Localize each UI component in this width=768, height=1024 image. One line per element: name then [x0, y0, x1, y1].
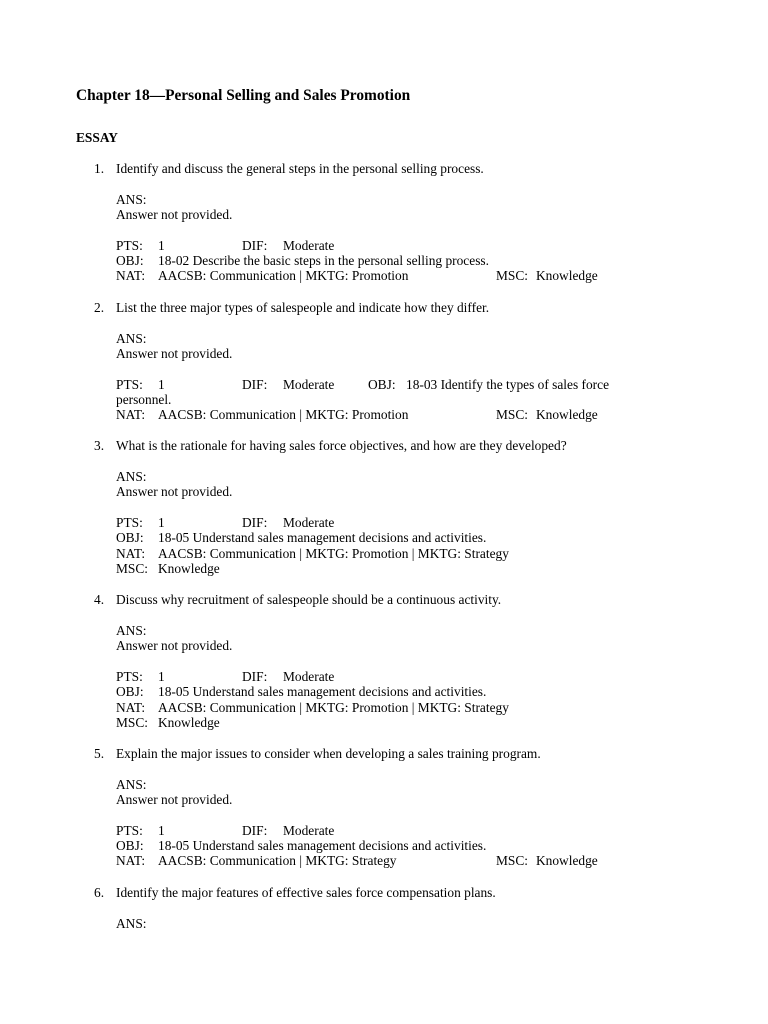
- dif-value: Moderate: [283, 669, 335, 684]
- nat-label: NAT:: [116, 407, 146, 422]
- msc-value: Knowledge: [536, 268, 598, 283]
- msc-value: Knowledge: [536, 407, 598, 422]
- obj-label: OBJ:: [368, 377, 396, 392]
- dif-value: Moderate: [283, 823, 335, 838]
- pts-label: PTS:: [116, 515, 143, 530]
- answer-text: Answer not provided.: [116, 638, 233, 653]
- question-text: Explain the major issues to consider when developing a sales training program.: [116, 746, 541, 761]
- question-text: Identify and discuss the general steps in the personal selling process.: [116, 161, 484, 176]
- obj-label: OBJ:: [116, 684, 144, 699]
- pts-value: 1: [158, 823, 165, 838]
- ans-label: ANS:: [116, 777, 147, 792]
- pts-value: 1: [158, 238, 165, 253]
- pts-label: PTS:: [116, 669, 143, 684]
- question-number: 1.: [94, 161, 105, 176]
- question-number: 2.: [94, 300, 105, 315]
- dif-label: DIF:: [242, 238, 268, 253]
- nat-label: NAT:: [116, 268, 146, 283]
- dif-label: DIF:: [242, 377, 268, 392]
- ans-label: ANS:: [116, 192, 147, 207]
- question-number: 4.: [94, 592, 105, 607]
- dif-value: Moderate: [283, 377, 335, 392]
- ans-label: ANS:: [116, 331, 147, 346]
- answer-text: Answer not provided.: [116, 792, 233, 807]
- nat-value: AACSB: Communication | MKTG: Promotion: [158, 268, 409, 283]
- dif-label: DIF:: [242, 669, 268, 684]
- pts-value: 1: [158, 515, 165, 530]
- question-text: List the three major types of salespeople and indicate how they differ.: [116, 300, 490, 315]
- obj-label: OBJ:: [116, 253, 144, 268]
- obj-label: OBJ:: [116, 530, 144, 545]
- obj-value: 18-05 Understand sales management decisions and activities.: [158, 838, 487, 853]
- obj-value: 18-05 Understand sales management decisions and activities.: [158, 684, 487, 699]
- nat-value: AACSB: Communication | MKTG: Promotion: [158, 407, 409, 422]
- nat-label: NAT:: [116, 700, 146, 715]
- msc-label: MSC:: [496, 407, 529, 422]
- pts-label: PTS:: [116, 238, 143, 253]
- nat-value: AACSB: Communication | MKTG: Promotion | MKTG: Strategy: [158, 546, 509, 561]
- msc-label: MSC:: [496, 268, 529, 283]
- msc-label: MSC:: [116, 715, 149, 730]
- pts-label: PTS:: [116, 823, 143, 838]
- nat-value: AACSB: Communication | MKTG: Promotion | MKTG: Strategy: [158, 700, 509, 715]
- pts-value: 1: [158, 377, 165, 392]
- obj-label: OBJ:: [116, 838, 144, 853]
- msc-label: MSC:: [116, 561, 149, 576]
- msc-value: Knowledge: [158, 715, 220, 730]
- ans-label: ANS:: [116, 916, 147, 931]
- obj-value: 18-02 Describe the basic steps in the personal selling process.: [158, 253, 489, 268]
- pts-value: 1: [158, 669, 165, 684]
- dif-label: DIF:: [242, 515, 268, 530]
- page-title: Chapter 18—Personal Selling and Sales Promotion: [76, 87, 411, 104]
- answer-text: Answer not provided.: [116, 207, 233, 222]
- section-heading: ESSAY: [76, 130, 118, 145]
- question-text: What is the rationale for having sales force objectives, and how are they developed?: [116, 438, 567, 453]
- ans-label: ANS:: [116, 469, 147, 484]
- dif-label: DIF:: [242, 823, 268, 838]
- question-text: Identify the major features of effective sales force compensation plans.: [116, 885, 496, 900]
- msc-value: Knowledge: [536, 853, 598, 868]
- question-number: 5.: [94, 746, 105, 761]
- question-number: 3.: [94, 438, 105, 453]
- dif-value: Moderate: [283, 238, 335, 253]
- pts-label: PTS:: [116, 377, 143, 392]
- nat-label: NAT:: [116, 546, 146, 561]
- obj-continuation: personnel.: [116, 392, 172, 407]
- answer-text: Answer not provided.: [116, 346, 233, 361]
- ans-label: ANS:: [116, 623, 147, 638]
- question-text: Discuss why recruitment of salespeople should be a continuous activity.: [116, 592, 502, 607]
- question-number: 6.: [94, 885, 105, 900]
- nat-label: NAT:: [116, 853, 146, 868]
- answer-text: Answer not provided.: [116, 484, 233, 499]
- obj-value: 18-03 Identify the types of sales force: [406, 377, 610, 392]
- dif-value: Moderate: [283, 515, 335, 530]
- msc-label: MSC:: [496, 853, 529, 868]
- nat-value: AACSB: Communication | MKTG: Strategy: [158, 853, 397, 868]
- msc-value: Knowledge: [158, 561, 220, 576]
- obj-value: 18-05 Understand sales management decisions and activities.: [158, 530, 487, 545]
